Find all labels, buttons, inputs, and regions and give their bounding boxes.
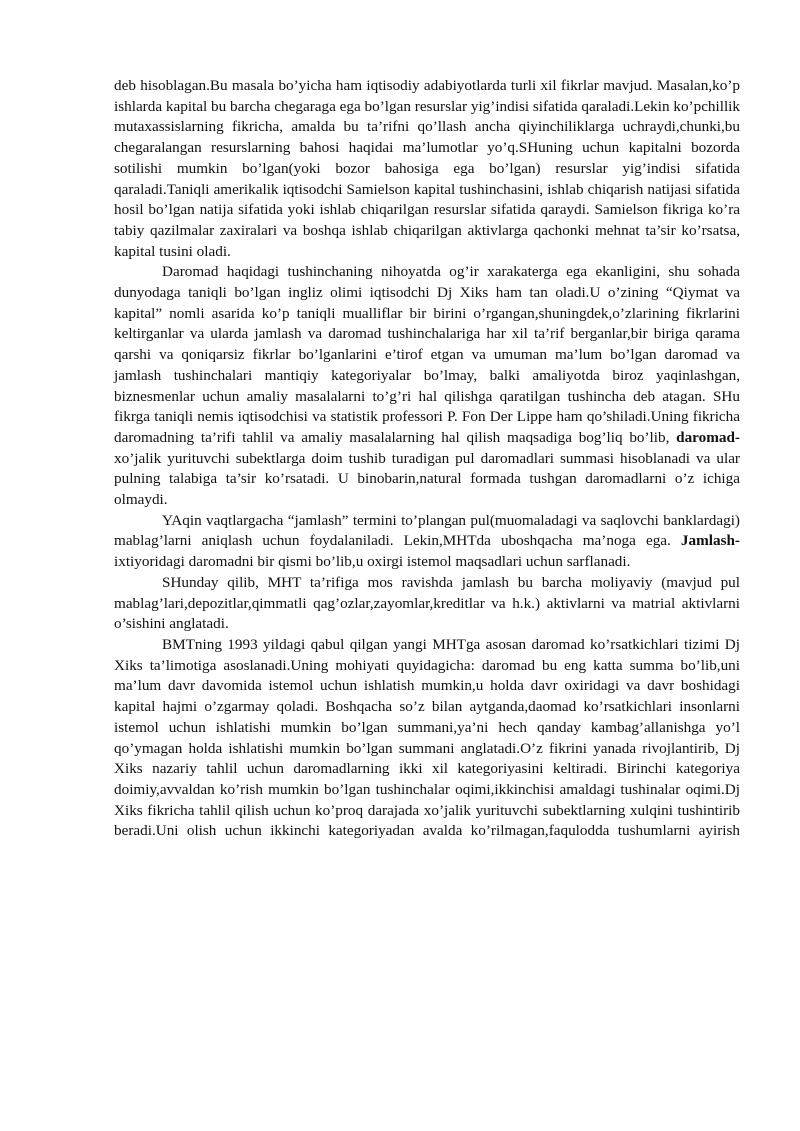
paragraph-4	[114, 573, 740, 635]
text-run: deb hisoblagan.Bu masala bo’yicha ham iqtisodiy adabiyotlarda turli xil fikrlar mavjud. Masalan,ko’p ishlarda kapital bu barcha chegaraga ega bo’lgan resurslar yig’indisi sifatida qaraladi.Lekin ko’pchillik mutaxassislarning fikricha, amalda bu ta’rifni qo’llash ancha qiyinchiliklarga uchraydi,chunki,bu chegaralangan resurslarning bahosi haqidai ma’lumotlar yo’q.SHuning uchun kapitalni bozorda sotilishi mumkin bo’lgan(yoki bozor bahosiga ega bo’lgan) resurslar yig’indisi sifatida qaraladi.Taniqli amerikalik iqtisodchi Samielson kapital tushinchasini, ishlab chiqarish natijasi sifatida hosil bo’lgan natija sifatida yoki ishlab chiqarilgan resurslar sifatida qaraydi. Samielson fikriga ko’ra tabiy qazilmalar zaxiralari va boshqa ishlab chiqarilgan aktivlarga qachonki mehnat ta’sir ko’rsatsa, kapital tusini oladi.	[114, 77, 740, 260]
bold-term: Jamlash-	[680, 532, 740, 550]
text-run: YAqin vaqtlargacha “jamlash” termini to’plangan pul(muomaladagi va saqlovchi banklardagi) mablag’larni aniqlash uchun foydalaniladi. Lekin,MHTda uboshqacha ma’noga ega.	[114, 511, 740, 550]
text-run: SHunday qilib, MHT ta’rifiga mos ravishda jamlash bu barcha moliyaviy (mavjud pul mablag’lari,depozitlar,qimmatli qag’ozlar,zayomlar,kreditlar va h.k.) aktivlarni va matrial aktivlarni o’sishini anglatadi.	[114, 573, 740, 633]
document-page	[114, 76, 740, 842]
paragraph-2	[114, 262, 740, 510]
text-run: Daromad haqidagi tushinchaning nihoyatda og’ir xarakaterga ega ekanligini, shu sohada dunyodaga taniqli bo’lgan ingliz olimi iqtisodchi Dj Xiks ham tan oladi.U o’zining “Qiymat va kapital” nomli asarida ko’p taniqli mualliflar bir birini o’rgangan,shuningdek,o’zlarining fikrlarini keltirganlar va ularda jamlash va daromad tushinchalariga har xil ta’rif berganlar,bir biriga qarama qarshi va qoniqarsiz fikrlar bo’lganlarini e’tirof etgan va umuman ma’lum bo’lgan daromad va jamlash tushinchalari mantiqiy kategoriyalar bo’lmay, balki amaliyotda biroz yaqinlashgan, biznesmenlar uchun amaliy masalalarni to’g’ri hal qilishga qaratilgan tushincha deb atagan. SHu fikrga taniqli nemis iqtisodchisi va statistik professori P. Fon Der Lippe ham qo’shiladi.Uning fikricha daromadning ta’rifi tahlil va amaliy masalalarning hal qilish maqsadiga bog’liq bo’lib,	[114, 263, 740, 446]
paragraph-1	[114, 76, 740, 262]
text-run: xo’jalik yurituvchi subektlarga doim tushib turadigan pul daromadlari summasi hisoblanadi va ular pulning talabiga ta’sir ko’rsatadi. U binobarin,natural formada tushgan daromadlarni o’z ichiga olmaydi.	[114, 449, 740, 509]
paragraph-5	[114, 635, 740, 842]
paragraph-3	[114, 511, 740, 573]
bold-term: daromad-	[676, 428, 740, 446]
text-run: BMTning 1993 yildagi qabul qilgan yangi MHTga asosan daromad ko’rsatkichlari tizimi Dj Xiks ta’limotiga asoslanadi.Uning mohiyati quyidagicha: daromad bu eng katta summa bo’lib,uni ma’lum davr davomida istemol uchun ishlatish mumkin,u holda davr oxiridagi va davr boshidagi kapital hajmi o’zgarmay qoladi. Boshqacha so’z bilan aytganda,daomad ko’rsatkichlari insonlarni istemol uchun ishlatishi mumkin bo’lgan summani,ya’ni hech qanday kambag’allanishga yo’l qo’ymagan holda ishlatishi mumkin bo’lgan summani anglatadi.O’z fikrini yanada rivojlantirib, Dj Xiks nazariy tahlil uchun daromadlarning ikki xil kategoriyasini keltiradi. Birinchi kategoriya doimiy,avvaldan ko’rish mumkin bo’lgan tushinchalar oqimi,ikkinchisi amaldagi tushinalar oqimi.Dj Xiks fikricha tahlil qilish uchun ko’proq darajada xo’jalik yurituvchi subektlarning xulqini tushintirib beradi.Uni olish uchun ikkinchi kategoriyadan avalda ko’rilmagan,faqulodda tushumlarni ayirish	[114, 635, 740, 840]
text-run: ixtiyoridagi daromadni bir qismi bo’lib,u oxirgi istemol maqsadlari uchun sarflanadi.	[114, 553, 631, 571]
